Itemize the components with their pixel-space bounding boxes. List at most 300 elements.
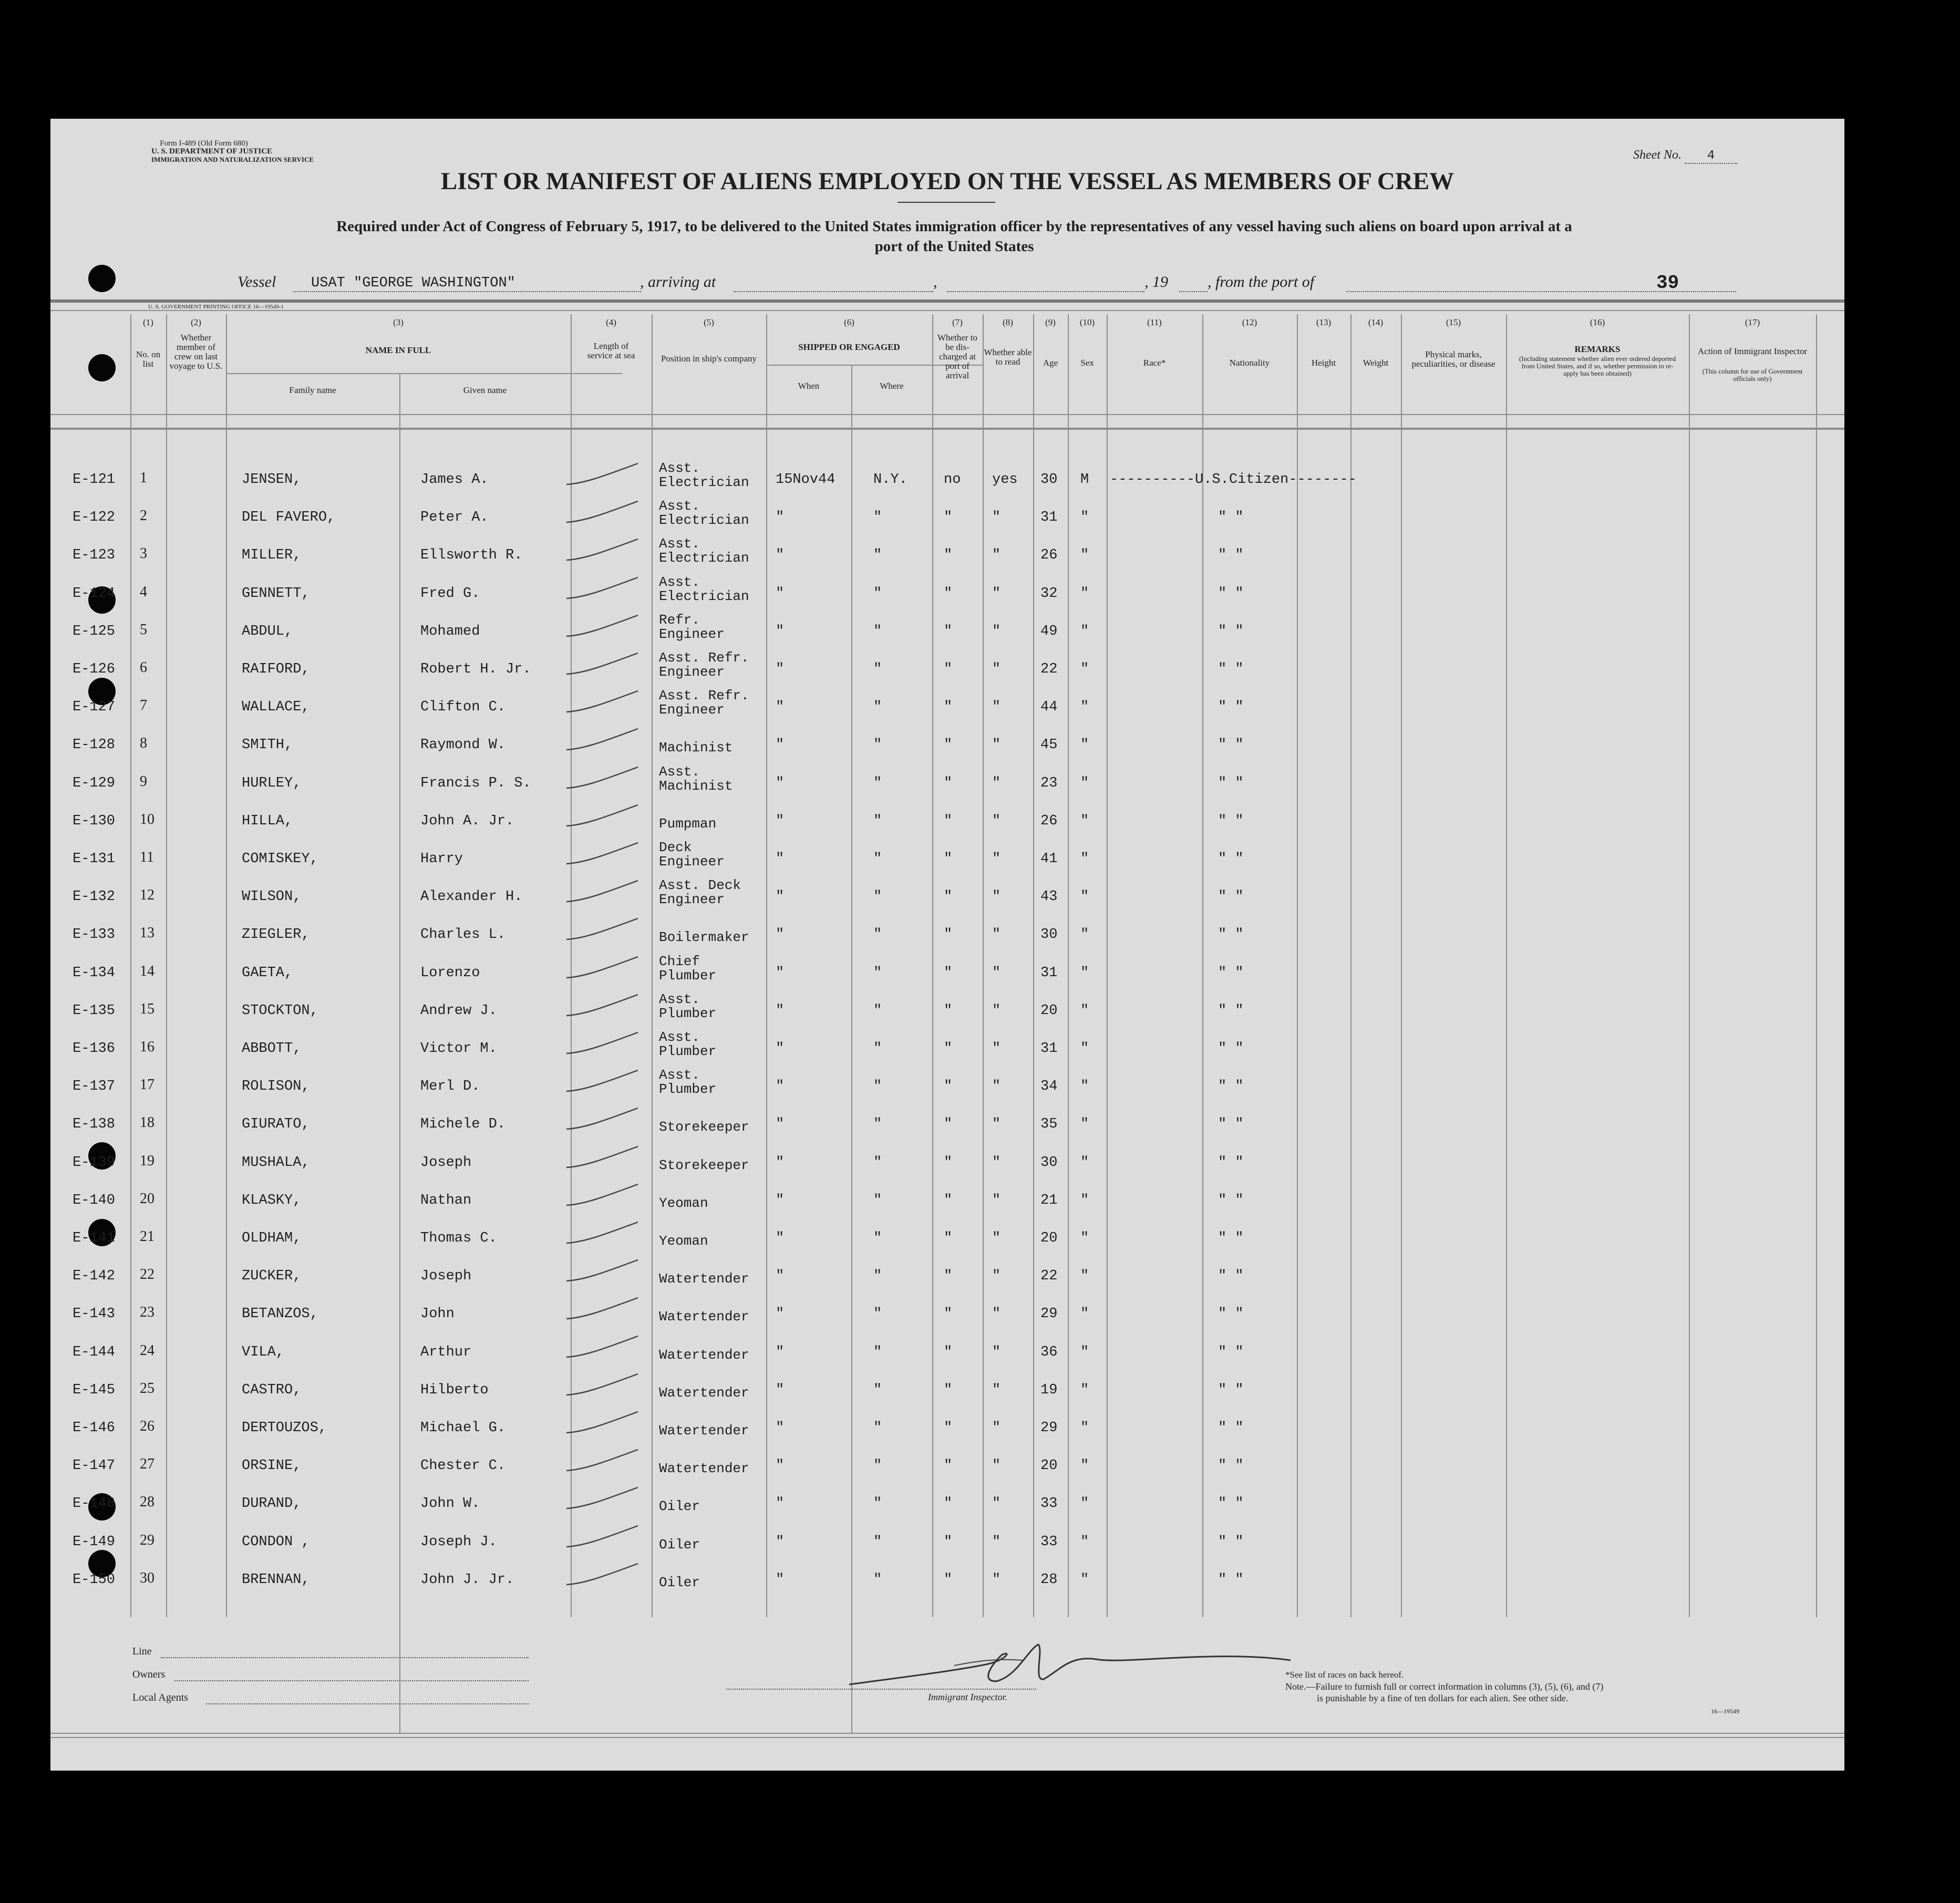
shipped-when: " — [776, 1344, 785, 1360]
nationality: " " — [1218, 1572, 1244, 1588]
discharged: " — [944, 1116, 953, 1132]
sheet-number-label: Sheet No. 4 — [1633, 148, 1737, 164]
crew-id: E-149 — [73, 1534, 116, 1550]
crew-id: E-122 — [73, 510, 116, 525]
table-row — [50, 754, 1844, 792]
sex: " — [1080, 1041, 1089, 1057]
given-name: Harry — [420, 851, 463, 867]
shipped-where: " — [873, 775, 882, 791]
position-cell — [659, 727, 733, 755]
table-row — [50, 1095, 1844, 1133]
col-number: (12) — [1242, 317, 1257, 327]
discharged: " — [944, 1268, 953, 1284]
col-header-read: Whether able to read — [984, 347, 1032, 367]
shipped-when: " — [776, 1572, 785, 1588]
position-line-2: Watertender — [659, 1423, 749, 1439]
table-row — [50, 1285, 1844, 1323]
shipped-when: " — [776, 699, 785, 715]
shipped-when: " — [776, 851, 785, 867]
nationality: " " — [1218, 510, 1244, 525]
position-cell — [659, 1561, 700, 1590]
pencil-mark — [564, 801, 659, 832]
shipped-when: " — [776, 927, 785, 943]
pencil-mark — [564, 1218, 659, 1249]
position-cell — [659, 651, 749, 679]
position-cell — [659, 1447, 749, 1476]
crew-id: E-131 — [73, 851, 116, 867]
col-header-sex: Sex — [1080, 358, 1094, 368]
arriving-label: , arriving at — [640, 273, 716, 291]
age: 26 — [1040, 813, 1058, 829]
discharged: " — [944, 1003, 953, 1019]
position-line-1 — [659, 1485, 700, 1499]
pencil-mark — [564, 1180, 659, 1212]
age: 41 — [1040, 851, 1058, 867]
discharged: " — [944, 851, 953, 867]
family-name: MUSHALA, — [242, 1155, 310, 1171]
col-header-remarks-note: (Including statement whether alien ever ordered deported from United States, and if so, whether permission to re-apply has been obtained) — [1519, 355, 1676, 377]
pencil-mark — [564, 953, 659, 984]
shipped-when: " — [776, 1003, 785, 1019]
age: 31 — [1040, 965, 1058, 981]
position-cell — [659, 765, 733, 793]
position-cell — [659, 1334, 749, 1362]
pencil-mark — [564, 1104, 659, 1135]
family-name: ROLISON, — [242, 1079, 310, 1094]
given-name: Francis P. S. — [420, 775, 531, 791]
discharged: " — [944, 1420, 953, 1436]
age: 43 — [1040, 889, 1058, 905]
able-to-read: " — [992, 813, 1001, 829]
table-row — [50, 1437, 1844, 1475]
given-name: Michael G. — [420, 1420, 506, 1436]
table-row — [50, 1323, 1844, 1361]
age: 21 — [1040, 1193, 1058, 1208]
row-number: 25 — [140, 1380, 154, 1397]
table-row — [50, 526, 1844, 564]
position-cell — [659, 803, 716, 831]
comma: , — [933, 273, 937, 291]
table-row — [50, 1058, 1844, 1095]
shipped-where: " — [873, 1382, 882, 1398]
sex: " — [1080, 1572, 1089, 1588]
crew-id: E-132 — [73, 889, 116, 905]
position-line-2: Machinist — [659, 778, 733, 794]
discharged: " — [944, 510, 953, 525]
shipped-where: " — [873, 1268, 882, 1284]
shipped-where: " — [873, 1003, 882, 1019]
table-row — [50, 906, 1844, 944]
position-cell — [659, 689, 749, 717]
discharged: " — [944, 813, 953, 829]
crew-id: E-139 — [73, 1155, 116, 1171]
position-line-2: Engineer — [659, 626, 725, 642]
col-number: (16) — [1590, 317, 1605, 327]
position-line-1 — [659, 916, 749, 930]
pencil-mark — [564, 687, 659, 718]
position-line-2: Watertender — [659, 1385, 749, 1401]
row-number: 23 — [140, 1304, 154, 1320]
family-name: ABDUL, — [242, 624, 293, 639]
shipped-where: " — [873, 1306, 882, 1322]
position-line-1 — [659, 1410, 749, 1424]
document-title: LIST OR MANIFEST OF ALIENS EMPLOYED ON THE VESSEL AS MEMBERS OF CREW — [440, 168, 1454, 195]
shipped-when: " — [776, 1268, 785, 1284]
sex: " — [1080, 1306, 1089, 1322]
age: 31 — [1040, 510, 1058, 525]
family-name: BETANZOS, — [242, 1306, 318, 1322]
position-cell — [659, 1030, 716, 1059]
col-number: (5) — [704, 317, 714, 327]
shipped-where: " — [873, 813, 882, 829]
nationality: " " — [1218, 1116, 1244, 1132]
pencil-mark — [564, 1522, 659, 1553]
table-row — [50, 603, 1844, 640]
sex: " — [1080, 1193, 1089, 1208]
pencil-mark — [564, 1445, 659, 1477]
discharged: " — [944, 1458, 953, 1474]
col-header-weight: Weight — [1363, 358, 1389, 368]
position-line-1: Asst. — [659, 1029, 700, 1045]
given-name: Joseph J. — [420, 1534, 497, 1550]
shipped-when: " — [776, 1230, 785, 1246]
age: 30 — [1040, 1155, 1058, 1171]
shipped-when: " — [776, 737, 785, 753]
able-to-read: " — [992, 1344, 1001, 1360]
age: 22 — [1040, 661, 1058, 677]
inspector-signature — [849, 1634, 1291, 1692]
table-row — [50, 451, 1844, 489]
given-name: Michele D. — [420, 1116, 506, 1132]
position-line-2: Boilermaker — [659, 929, 749, 945]
able-to-read: " — [992, 1420, 1001, 1436]
table-row — [50, 1247, 1844, 1285]
shipped-when: " — [776, 547, 785, 563]
family-name: VILA, — [242, 1344, 285, 1360]
position-cell — [659, 955, 716, 983]
given-name: Arthur — [420, 1344, 472, 1360]
discharged: " — [944, 699, 953, 715]
pencil-mark — [564, 876, 659, 908]
pencil-mark — [564, 611, 659, 643]
shipped-when: " — [776, 1155, 785, 1171]
crew-id: E-130 — [73, 813, 116, 829]
position-line-2: Watertender — [659, 1271, 749, 1287]
given-name: Chester C. — [420, 1458, 506, 1474]
table-row — [50, 640, 1844, 678]
family-name: COMISKEY, — [242, 851, 318, 867]
position-cell — [659, 575, 749, 604]
table-row — [50, 982, 1844, 1020]
discharged: " — [944, 1193, 953, 1208]
family-name: WILSON, — [242, 889, 302, 905]
col-number: (9) — [1045, 317, 1056, 327]
position-line-1: Asst. Deck — [659, 877, 741, 893]
shipped-where: " — [873, 1572, 882, 1588]
discharged: " — [944, 1496, 953, 1512]
sex: " — [1080, 813, 1089, 829]
crew-id: E-143 — [73, 1306, 116, 1322]
shipped-when: " — [776, 1458, 785, 1474]
col-header-family: Family name — [289, 385, 336, 395]
table-row — [50, 1551, 1844, 1589]
position-cell — [659, 1410, 749, 1438]
col-header-where: Where — [880, 381, 904, 391]
row-number: 22 — [140, 1266, 154, 1283]
nationality: " " — [1218, 547, 1244, 563]
discharged: " — [944, 1572, 953, 1588]
position-cell — [659, 916, 749, 945]
able-to-read: " — [992, 547, 1001, 563]
pencil-mark — [564, 839, 659, 870]
given-name: Peter A. — [420, 510, 489, 525]
row-number: 18 — [140, 1114, 154, 1131]
able-to-read: " — [992, 1382, 1001, 1398]
col-header-service: Length of service at sea — [587, 341, 635, 360]
sex: " — [1080, 1382, 1089, 1398]
position-line-2: Electrician — [659, 550, 749, 566]
shipped-where: " — [873, 965, 882, 981]
able-to-read: yes — [992, 472, 1018, 488]
discharged: " — [944, 1534, 953, 1550]
table-row — [50, 1475, 1844, 1513]
able-to-read: " — [992, 1041, 1001, 1057]
shipped-where: " — [873, 510, 882, 525]
pencil-mark — [564, 914, 659, 946]
age: 20 — [1040, 1230, 1058, 1246]
family-name: KLASKY, — [242, 1193, 302, 1208]
age: 33 — [1040, 1496, 1058, 1512]
crew-id: E-141 — [73, 1230, 116, 1246]
row-number: 24 — [140, 1342, 154, 1359]
pencil-mark — [564, 1294, 659, 1325]
position-line-1 — [659, 1258, 749, 1272]
family-name: RAIFORD, — [242, 661, 310, 677]
able-to-read: " — [992, 851, 1001, 867]
position-line-2: Engineer — [659, 664, 725, 680]
able-to-read: " — [992, 1230, 1001, 1246]
row-number: 17 — [140, 1077, 154, 1093]
shipped-where: " — [873, 1534, 882, 1550]
age: 33 — [1040, 1534, 1058, 1550]
nationality: " " — [1218, 1306, 1244, 1322]
sex: " — [1080, 1458, 1089, 1474]
form-code: 16—19549 — [1711, 1708, 1739, 1715]
given-name: Joseph — [420, 1268, 472, 1284]
inspector-label: Immigrant Inspector. — [928, 1692, 1007, 1702]
col-number: (13) — [1316, 317, 1332, 327]
table-row — [50, 1172, 1844, 1209]
footer-owners: Owners — [132, 1669, 166, 1680]
shipped-where: " — [873, 699, 882, 715]
sex: " — [1080, 1003, 1089, 1019]
port-number: 39 — [1656, 272, 1679, 294]
row-number: 7 — [140, 697, 147, 713]
crew-id: E-137 — [73, 1079, 116, 1094]
discharged: " — [944, 1230, 953, 1246]
pencil-mark — [564, 1066, 659, 1098]
shipped-when: " — [776, 624, 785, 639]
shipped-when: " — [776, 1116, 785, 1132]
table-row — [50, 678, 1844, 716]
table-row — [50, 830, 1844, 868]
crew-id: E-128 — [73, 737, 116, 753]
given-name: John W. — [420, 1496, 480, 1512]
age: 30 — [1040, 927, 1058, 943]
age: 45 — [1040, 737, 1058, 753]
punch-hole — [88, 354, 116, 381]
position-line-1: Refr. — [659, 612, 700, 628]
age: 49 — [1040, 624, 1058, 639]
shipped-where: " — [873, 661, 882, 677]
footer-line: Line — [132, 1646, 152, 1657]
table-row — [50, 489, 1844, 526]
position-line-1: Asst. — [659, 1067, 700, 1083]
shipped-when: " — [776, 586, 785, 602]
table-row — [50, 716, 1844, 754]
able-to-read: " — [992, 1268, 1001, 1284]
sex: " — [1080, 851, 1089, 867]
position-cell — [659, 841, 725, 869]
age: 26 — [1040, 547, 1058, 563]
given-name: Fred G. — [420, 586, 480, 602]
position-line-2: Plumber — [659, 1006, 717, 1021]
able-to-read: " — [992, 1458, 1001, 1474]
pencil-mark — [564, 459, 659, 491]
position-line-1 — [659, 1561, 700, 1576]
pencil-mark — [564, 497, 659, 529]
row-number: 30 — [140, 1570, 154, 1586]
given-name: Joseph — [420, 1155, 472, 1171]
crew-id: E-150 — [73, 1572, 116, 1588]
pencil-mark — [564, 763, 659, 794]
crew-id: E-127 — [73, 699, 116, 715]
shipped-when: " — [776, 1382, 785, 1398]
sex: " — [1080, 1268, 1089, 1284]
discharged: " — [944, 965, 953, 981]
col-number: (7) — [952, 317, 963, 327]
col-number: (10) — [1079, 317, 1095, 327]
nationality: " " — [1218, 661, 1244, 677]
port-label: , from the port of — [1208, 273, 1315, 291]
given-name: Alexander H. — [420, 889, 523, 905]
family-name: DURAND, — [242, 1496, 302, 1512]
position-cell — [659, 1144, 749, 1173]
discharged: " — [944, 661, 953, 677]
pencil-mark — [564, 649, 659, 680]
family-name: ABBOTT, — [242, 1041, 302, 1057]
age: 22 — [1040, 1268, 1058, 1284]
sex: " — [1080, 547, 1089, 563]
able-to-read: " — [992, 1572, 1001, 1588]
given-name: John J. Jr. — [420, 1572, 514, 1588]
nationality: " " — [1218, 1230, 1244, 1246]
row-number: 9 — [140, 773, 147, 790]
age: 20 — [1040, 1003, 1058, 1019]
position-line-1 — [659, 1220, 708, 1234]
position-line-2: Engineer — [659, 854, 725, 870]
shipped-when: " — [776, 1306, 785, 1322]
position-line-2: Oiler — [659, 1498, 700, 1514]
age: 20 — [1040, 1458, 1058, 1474]
crew-id: E-126 — [73, 661, 116, 677]
position-cell — [659, 499, 749, 528]
shipped-where: " — [873, 1230, 882, 1246]
family-name: SMITH, — [242, 737, 293, 753]
family-name: STOCKTON, — [242, 1003, 318, 1019]
row-number: 14 — [140, 963, 154, 979]
sex: " — [1080, 1116, 1089, 1132]
col-number: (17) — [1745, 317, 1760, 327]
given-name: Thomas C. — [420, 1230, 497, 1246]
position-line-1 — [659, 1447, 749, 1462]
position-line-1 — [659, 1372, 749, 1386]
punch-hole — [88, 265, 116, 292]
discharged: no — [944, 472, 961, 488]
age: 23 — [1040, 775, 1058, 791]
family-name: HURLEY, — [242, 775, 302, 791]
row-number: 11 — [140, 849, 154, 865]
row-number: 6 — [140, 659, 147, 676]
row-number: 1 — [140, 470, 147, 486]
family-name: CONDON , — [242, 1534, 310, 1550]
able-to-read: " — [992, 775, 1001, 791]
races-note: *See list of races on back hereof. — [1285, 1670, 1404, 1680]
position-cell — [659, 1258, 749, 1286]
family-name: ORSINE, — [242, 1458, 302, 1474]
position-line-2: Electrician — [659, 512, 749, 528]
crew-id: E-121 — [73, 472, 116, 488]
position-line-1: Asst. — [659, 764, 700, 780]
family-name: DERTOUZOS, — [242, 1420, 327, 1436]
crew-id: E-138 — [73, 1116, 116, 1132]
family-name: OLDHAM, — [242, 1230, 302, 1246]
discharged: " — [944, 624, 953, 639]
able-to-read: " — [992, 1079, 1001, 1094]
crew-id: E-146 — [73, 1420, 116, 1436]
able-to-read: " — [992, 1003, 1001, 1019]
nationality: " " — [1218, 737, 1244, 753]
sex: " — [1080, 624, 1089, 639]
position-cell — [659, 1485, 700, 1514]
row-number: 12 — [140, 887, 154, 903]
position-line-1: Asst. Refr. — [659, 688, 749, 704]
col-header-given: Given name — [463, 385, 507, 395]
able-to-read: " — [992, 661, 1001, 677]
table-row — [50, 1209, 1844, 1247]
row-number: 2 — [140, 508, 147, 524]
position-line-2: Electrician — [659, 474, 749, 490]
nationality: " " — [1218, 1420, 1244, 1436]
nationality: " " — [1218, 889, 1244, 905]
shipped-where: " — [873, 851, 882, 867]
discharged: " — [944, 1041, 953, 1057]
row-number: 3 — [140, 545, 147, 562]
family-name: GIURATO, — [242, 1116, 310, 1132]
sex: " — [1080, 661, 1089, 677]
age: 29 — [1040, 1420, 1058, 1436]
col-header-physical: Physical marks, peculiarities, or disease — [1411, 349, 1495, 369]
row-number: 19 — [140, 1153, 154, 1169]
pencil-mark — [564, 725, 659, 756]
given-name: Raymond W. — [420, 737, 506, 753]
age: 30 — [1040, 472, 1058, 488]
sex: " — [1080, 1230, 1089, 1246]
position-line-2: Yeoman — [659, 1195, 708, 1211]
able-to-read: " — [992, 699, 1001, 715]
footer — [50, 1618, 1844, 1771]
col-header-name: NAME IN FULL — [365, 345, 431, 355]
